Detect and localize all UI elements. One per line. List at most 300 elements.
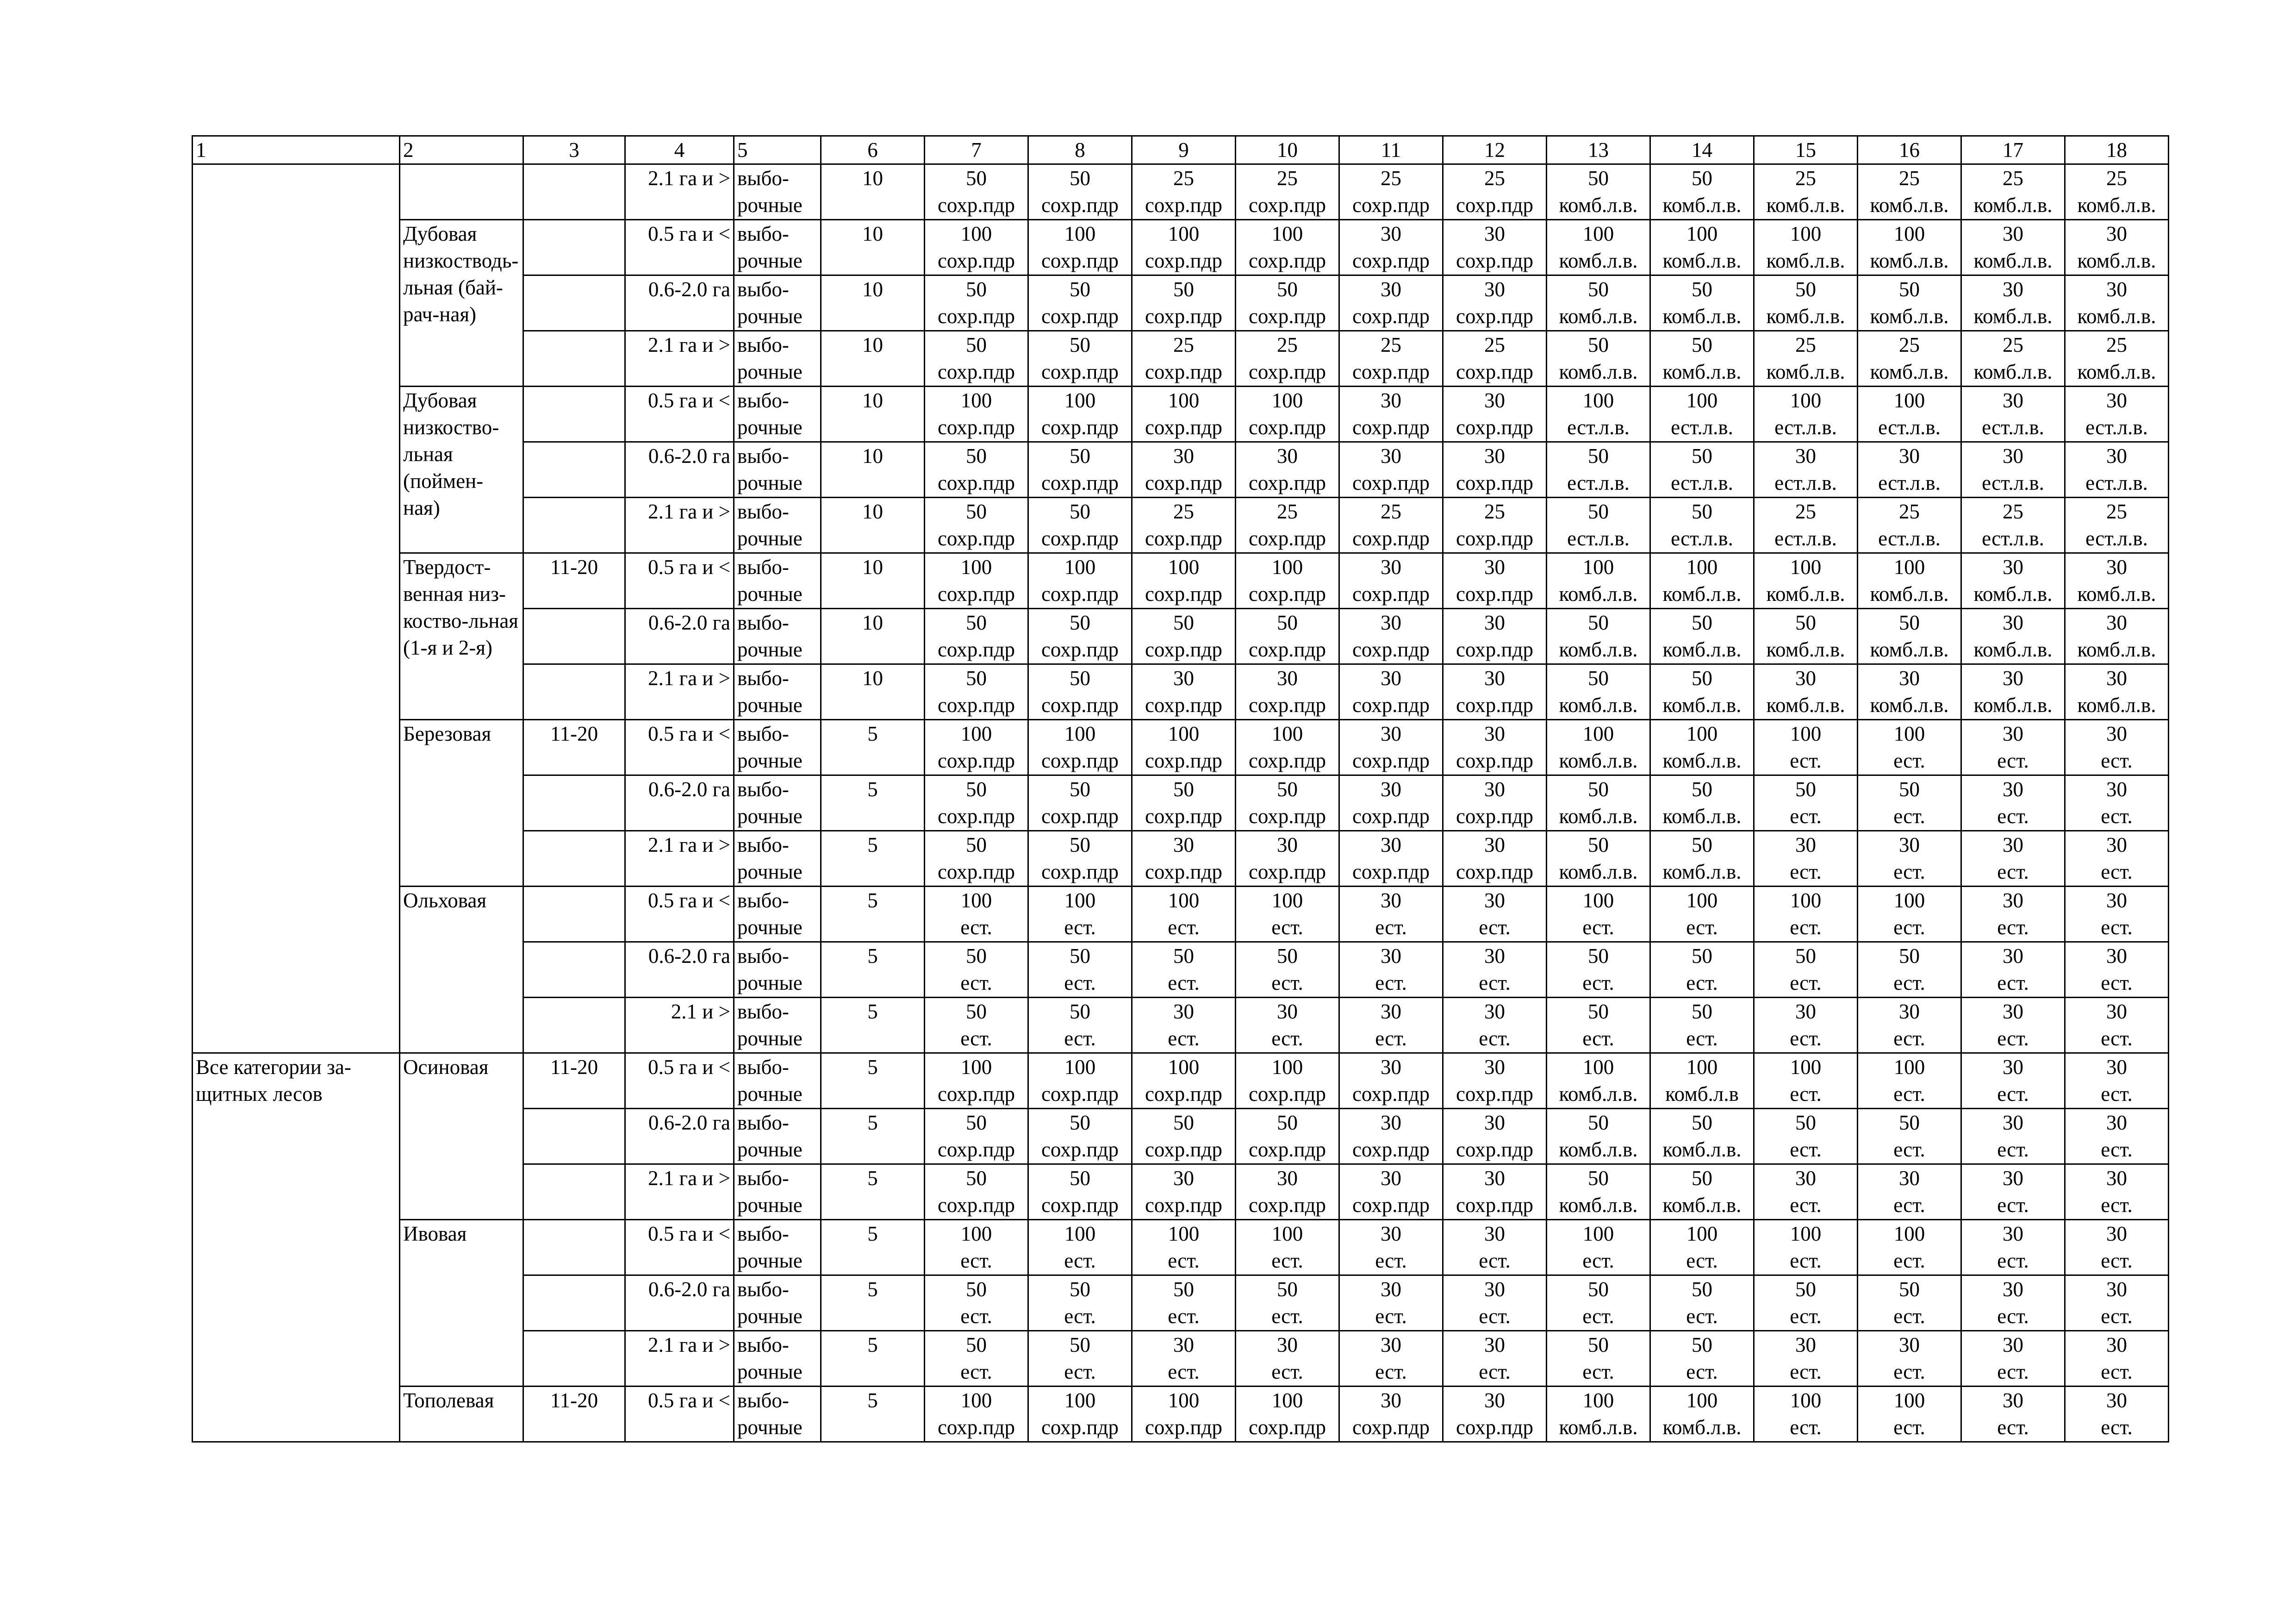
cell-method: сохр.пдр	[1456, 305, 1534, 328]
cell-percent: 25	[2106, 167, 2127, 190]
cell-method: сохр.пдр	[937, 582, 1015, 606]
cell-method: сохр.пдр	[937, 360, 1015, 383]
cell-method: сохр.пдр	[1041, 1138, 1119, 1161]
cell-method: ест.л.в.	[1878, 527, 1941, 550]
table-row	[193, 1220, 2169, 1275]
method-cell: выбо-рочные	[734, 609, 821, 664]
cell-method: сохр.пдр	[1352, 805, 1430, 828]
cell-method: ест.	[1375, 916, 1407, 939]
cell-percent: 30	[2003, 444, 2023, 468]
cell-method: сохр.пдр	[937, 1416, 1015, 1439]
cell-method: сохр.пдр	[1145, 1416, 1223, 1439]
cell-percent: 100	[1582, 1056, 1614, 1079]
cell-method: ест.л.в.	[1878, 471, 1941, 494]
cell-method: сохр.пдр	[1248, 805, 1326, 828]
value-cell	[1961, 1331, 2065, 1387]
cell-percent: 30	[1484, 222, 1505, 245]
value-cell	[1236, 942, 1339, 998]
value-cell	[1858, 387, 1961, 442]
cell-percent: 30	[1899, 1000, 1920, 1023]
cell-method: ест.	[1479, 1305, 1511, 1328]
value-cell	[1028, 442, 1132, 498]
value-cell	[1754, 553, 1858, 609]
cell-method: сохр.пдр	[1248, 527, 1326, 550]
cell-percent: 50	[1692, 667, 1712, 690]
header-cell-3: 3	[523, 136, 625, 164]
value-cell	[1339, 164, 1443, 220]
value-cell	[1132, 1109, 1236, 1164]
method-cell: выбо-рочные	[734, 1109, 821, 1164]
value-cell	[1547, 1275, 1650, 1331]
cell-method: ест.	[1997, 749, 2029, 772]
table-row	[193, 164, 2169, 220]
cell-method: ест.	[2101, 1305, 2133, 1328]
cell-percent: 100	[1686, 1389, 1718, 1412]
cell-method: комб.л.в.	[1662, 360, 1742, 383]
cell-method: сохр.пдр	[1248, 360, 1326, 383]
value-cell	[1236, 164, 1339, 220]
cell-method: сохр.пдр	[937, 1082, 1015, 1106]
cell-percent: 50	[1899, 611, 1920, 634]
cell-method: ест.	[1997, 1082, 2029, 1106]
cell-percent: 30	[1381, 1278, 1401, 1301]
cell-method: ест.л.в.	[1671, 471, 1733, 494]
value-cell	[1754, 331, 1858, 387]
cell-method: ест.	[1168, 1249, 1200, 1272]
cell-percent: 30	[1484, 667, 1505, 690]
cell-percent: 30	[1795, 1333, 1816, 1356]
value-cell	[925, 831, 1028, 887]
age-cell	[523, 609, 625, 664]
cell-percent: 100	[1271, 1056, 1303, 1079]
cell-percent: 50	[1173, 944, 1194, 968]
cell-method: сохр.пдр	[1248, 582, 1326, 606]
method-cell: выбо-рочные	[734, 164, 821, 220]
value-cell	[2065, 998, 2169, 1053]
cell-percent: 30	[2106, 222, 2127, 245]
cell-method: ест.	[2101, 1360, 2133, 1383]
value-cell	[2065, 609, 2169, 664]
method-cell: выбо-рочные	[734, 831, 821, 887]
cell-method: ест.	[960, 971, 992, 994]
value-cell	[1443, 664, 1547, 720]
cell-percent: 50	[1277, 1278, 1298, 1301]
value-cell	[1028, 887, 1132, 942]
value-cell	[1028, 1331, 1132, 1387]
col6-cell: 5	[821, 1164, 925, 1220]
table-row	[193, 553, 2169, 609]
value-cell	[1132, 720, 1236, 775]
cell-percent: 30	[2106, 1333, 2127, 1356]
cell-percent: 30	[1484, 1333, 1505, 1356]
value-cell	[1961, 1387, 2065, 1442]
cell-method: сохр.пдр	[1248, 249, 1326, 272]
cell-method: комб.л.в.	[1559, 305, 1638, 328]
cell-method: ест.	[960, 916, 992, 939]
cell-method: комб.л.в.	[1766, 582, 1845, 606]
age-cell: 11-20	[523, 720, 625, 775]
cell-method: сохр.пдр	[1248, 638, 1326, 661]
value-cell	[1650, 1331, 1754, 1387]
value-cell	[1961, 275, 2065, 331]
cell-method: ест.	[1997, 1360, 2029, 1383]
cell-percent: 50	[1173, 1111, 1194, 1134]
age-cell	[523, 998, 625, 1053]
cell-percent: 30	[2106, 389, 2127, 412]
value-cell	[1443, 387, 1547, 442]
value-cell	[1547, 220, 1650, 275]
cell-percent: 100	[1271, 1389, 1303, 1412]
cell-method: ест.л.в.	[1671, 416, 1733, 439]
cell-percent: 25	[1899, 167, 1920, 190]
value-cell	[1650, 942, 1754, 998]
table-row	[193, 887, 2169, 942]
cell-percent: 50	[966, 1000, 987, 1023]
cell-method: сохр.пдр	[1145, 194, 1223, 217]
cell-percent: 30	[1899, 1333, 1920, 1356]
cell-method: сохр.пдр	[1041, 638, 1119, 661]
cell-percent: 100	[1790, 1222, 1822, 1245]
cell-percent: 25	[1173, 167, 1194, 190]
cell-method: комб.л.в.	[1559, 360, 1638, 383]
value-cell	[925, 720, 1028, 775]
value-cell	[1236, 609, 1339, 664]
cell-method: комб.л.в.	[1662, 305, 1742, 328]
cell-percent: 25	[2003, 167, 2023, 190]
value-cell	[1961, 609, 2065, 664]
area-cell: 2.1 га и >	[625, 664, 734, 720]
value-cell	[1339, 1331, 1443, 1387]
value-cell	[1443, 1109, 1547, 1164]
cell-method: сохр.пдр	[937, 194, 1015, 217]
cell-method: сохр.пдр	[1145, 805, 1223, 828]
cell-method: ест.	[1893, 1249, 1925, 1272]
value-cell	[1236, 887, 1339, 942]
value-cell	[1547, 664, 1650, 720]
value-cell	[1754, 1275, 1858, 1331]
cell-percent: 50	[1588, 611, 1609, 634]
value-cell	[1858, 998, 1961, 1053]
header-cell-14: 14	[1650, 136, 1754, 164]
cell-percent: 50	[1277, 1111, 1298, 1134]
cell-method: сохр.пдр	[1041, 749, 1119, 772]
cell-percent: 50	[966, 833, 987, 856]
cell-percent: 50	[1692, 167, 1712, 190]
value-cell	[1339, 720, 1443, 775]
cell-method: ест.	[1271, 1305, 1303, 1328]
cell-method: ест.	[1064, 971, 1096, 994]
value-cell	[1028, 331, 1132, 387]
cell-percent: 30	[1381, 278, 1401, 301]
value-cell	[1754, 442, 1858, 498]
value-cell	[925, 331, 1028, 387]
cell-percent: 100	[1064, 1389, 1096, 1412]
method-cell: выбо-рочные	[734, 1053, 821, 1109]
cell-method: сохр.пдр	[937, 749, 1015, 772]
cell-method: ест.	[2101, 749, 2133, 772]
header-cell-7: 7	[925, 136, 1028, 164]
cell-method: комб.л.в.	[1559, 582, 1638, 606]
value-cell	[1132, 1220, 1236, 1275]
cell-percent: 30	[1484, 1278, 1505, 1301]
value-cell	[1339, 498, 1443, 553]
cell-method: сохр.пдр	[1041, 194, 1119, 217]
age-cell	[523, 887, 625, 942]
value-cell	[1236, 831, 1339, 887]
cell-percent: 30	[1381, 556, 1401, 579]
cell-percent: 50	[1692, 333, 1712, 356]
cell-percent: 100	[1790, 389, 1822, 412]
cell-method: сохр.пдр	[1352, 194, 1430, 217]
cell-percent: 50	[1588, 833, 1609, 856]
table-body	[193, 136, 2169, 1442]
cell-percent: 50	[1795, 611, 1816, 634]
cell-percent: 100	[1168, 389, 1200, 412]
cell-percent: 25	[1381, 333, 1401, 356]
cell-method: ест.	[960, 1249, 992, 1272]
value-cell	[1650, 442, 1754, 498]
value-cell	[1236, 664, 1339, 720]
col6-cell: 5	[821, 998, 925, 1053]
cell-percent: 100	[1790, 556, 1822, 579]
cell-method: сохр.пдр	[1248, 1138, 1326, 1161]
cell-percent: 100	[960, 222, 992, 245]
cell-percent: 100	[1271, 1222, 1303, 1245]
cell-method: сохр.пдр	[1248, 749, 1326, 772]
cell-method: комб.л.в.	[1559, 860, 1638, 883]
cell-percent: 25	[2106, 333, 2127, 356]
cell-percent: 100	[1271, 722, 1303, 745]
cell-method: комб.л.в.	[1870, 582, 1949, 606]
species-cell	[400, 164, 523, 220]
cell-percent: 30	[2003, 833, 2023, 856]
value-cell	[1339, 1053, 1443, 1109]
cell-percent: 50	[1795, 778, 1816, 801]
cell-percent: 100	[1271, 222, 1303, 245]
value-cell	[1028, 1164, 1132, 1220]
cell-method: сохр.пдр	[1145, 527, 1223, 550]
cell-percent: 50	[966, 778, 987, 801]
value-cell	[1547, 1331, 1650, 1387]
cell-percent: 30	[2106, 1222, 2127, 1245]
cell-percent: 30	[1484, 833, 1505, 856]
col6-cell: 10	[821, 664, 925, 720]
cell-method: сохр.пдр	[1041, 249, 1119, 272]
cell-method: комб.л.в.	[2077, 582, 2156, 606]
cell-method: ест.л.в.	[2085, 471, 2148, 494]
area-cell: 0.5 га и <	[625, 887, 734, 942]
area-cell: 0.6-2.0 га	[625, 942, 734, 998]
value-cell	[1547, 609, 1650, 664]
value-cell	[1132, 887, 1236, 942]
value-cell	[1236, 775, 1339, 831]
cell-percent: 100	[1790, 222, 1822, 245]
cell-percent: 100	[1790, 722, 1822, 745]
cell-percent: 50	[1588, 167, 1609, 190]
cell-method: комб.л.в.	[2077, 249, 2156, 272]
value-cell	[1339, 220, 1443, 275]
cell-percent: 25	[1795, 500, 1816, 523]
cell-method: сохр.пдр	[1352, 305, 1430, 328]
cell-method: сохр.пдр	[1041, 1193, 1119, 1217]
col6-cell: 5	[821, 831, 925, 887]
cell-percent: 100	[1790, 1056, 1822, 1079]
header-cell-1: 1	[193, 136, 400, 164]
cell-method: комб.л.в.	[2077, 305, 2156, 328]
value-cell	[1547, 498, 1650, 553]
value-cell	[925, 1331, 1028, 1387]
cell-percent: 30	[1381, 1167, 1401, 1190]
value-cell	[1339, 942, 1443, 998]
area-cell: 2.1 га и >	[625, 498, 734, 553]
value-cell	[1028, 998, 1132, 1053]
cell-method: ест.	[2101, 971, 2133, 994]
value-cell	[1028, 1220, 1132, 1275]
cell-percent: 30	[1484, 1167, 1505, 1190]
cell-percent: 30	[1173, 1333, 1194, 1356]
cell-percent: 30	[1484, 556, 1505, 579]
value-cell	[1236, 553, 1339, 609]
value-cell	[1858, 609, 1961, 664]
cell-method: ест.	[1479, 1360, 1511, 1383]
cell-percent: 100	[1168, 556, 1200, 579]
cell-method: ест.л.в.	[1671, 527, 1733, 550]
cell-method: ест.л.в.	[1982, 416, 2044, 439]
cell-method: ест.	[1790, 1416, 1822, 1439]
value-cell	[1236, 998, 1339, 1053]
cell-method: ест.	[1790, 749, 1822, 772]
cell-percent: 50	[966, 500, 987, 523]
cell-percent: 30	[2106, 722, 2127, 745]
col6-cell: 5	[821, 1387, 925, 1442]
cell-method: ест.	[1168, 1360, 1200, 1383]
cell-percent: 50	[1070, 1000, 1090, 1023]
value-cell	[1858, 887, 1961, 942]
cell-percent: 50	[1070, 1333, 1090, 1356]
cell-percent: 30	[1899, 833, 1920, 856]
cell-method: ест.	[1790, 1249, 1822, 1272]
value-cell	[1132, 609, 1236, 664]
cell-percent: 50	[1588, 944, 1609, 968]
cell-percent: 30	[1381, 1056, 1401, 1079]
value-cell	[1961, 998, 2065, 1053]
value-cell	[1443, 220, 1547, 275]
cell-percent: 30	[2106, 1056, 2127, 1079]
value-cell	[1339, 1164, 1443, 1220]
value-cell	[925, 1164, 1028, 1220]
cell-method: сохр.пдр	[1352, 638, 1430, 661]
cell-method: ест.	[1375, 1305, 1407, 1328]
value-cell	[1754, 720, 1858, 775]
cell-method: ест.	[1375, 1360, 1407, 1383]
cell-method: ест.	[1375, 1249, 1407, 1272]
value-cell	[1858, 1164, 1961, 1220]
area-cell: 0.5 га и <	[625, 1220, 734, 1275]
cell-method: сохр.пдр	[1041, 1082, 1119, 1106]
cell-percent: 50	[1588, 667, 1609, 690]
value-cell	[1236, 720, 1339, 775]
value-cell	[1443, 775, 1547, 831]
cell-method: сохр.пдр	[1041, 805, 1119, 828]
value-cell	[1961, 664, 2065, 720]
value-cell	[1754, 1109, 1858, 1164]
cell-percent: 50	[1173, 278, 1194, 301]
value-cell	[925, 498, 1028, 553]
value-cell	[1650, 887, 1754, 942]
value-cell	[1754, 831, 1858, 887]
value-cell	[925, 664, 1028, 720]
cell-percent: 30	[2106, 1000, 2127, 1023]
col6-cell: 10	[821, 220, 925, 275]
value-cell	[1236, 1387, 1339, 1442]
cell-percent: 50	[966, 278, 987, 301]
cell-percent: 25	[1899, 500, 1920, 523]
value-cell	[2065, 1331, 2169, 1387]
area-cell: 0.6-2.0 га	[625, 775, 734, 831]
value-cell	[1443, 942, 1547, 998]
value-cell	[1650, 1053, 1754, 1109]
value-cell	[1650, 1109, 1754, 1164]
value-cell	[1858, 1331, 1961, 1387]
cell-percent: 30	[1277, 1333, 1298, 1356]
method-cell: выбо-рочные	[734, 498, 821, 553]
cell-percent: 50	[966, 333, 987, 356]
value-cell	[1132, 387, 1236, 442]
cell-percent: 30	[2003, 889, 2023, 912]
cell-percent: 50	[1899, 278, 1920, 301]
value-cell	[1443, 498, 1547, 553]
cell-percent: 100	[1893, 889, 1925, 912]
value-cell	[1339, 831, 1443, 887]
cell-percent: 100	[1064, 722, 1096, 745]
value-cell	[1754, 387, 1858, 442]
header-cell-16: 16	[1858, 136, 1961, 164]
value-cell	[1443, 1164, 1547, 1220]
age-cell: 11-20	[523, 1387, 625, 1442]
cell-method: ест.	[1168, 916, 1200, 939]
cell-percent: 50	[966, 1111, 987, 1134]
value-cell	[1961, 164, 2065, 220]
cell-percent: 25	[2003, 333, 2023, 356]
value-cell	[1547, 1164, 1650, 1220]
cell-method: комб.л.в.	[1662, 194, 1742, 217]
cell-percent: 100	[1168, 222, 1200, 245]
cell-percent: 30	[1277, 1000, 1298, 1023]
cell-percent: 25	[2003, 500, 2023, 523]
cell-method: сохр.пдр	[937, 860, 1015, 883]
value-cell	[1961, 1053, 2065, 1109]
area-cell: 0.5 га и <	[625, 1387, 734, 1442]
cell-method: сохр.пдр	[1145, 249, 1223, 272]
cell-percent: 30	[2106, 278, 2127, 301]
area-cell: 2.1 га и >	[625, 831, 734, 887]
col6-cell: 5	[821, 1275, 925, 1331]
cell-percent: 100	[960, 1056, 992, 1079]
cell-percent: 50	[1277, 778, 1298, 801]
cell-method: ест.л.в.	[1567, 471, 1630, 494]
value-cell	[1650, 609, 1754, 664]
cell-method: ест.	[1997, 1249, 2029, 1272]
cell-method: ест.	[1790, 1193, 1822, 1217]
header-cell-8: 8	[1028, 136, 1132, 164]
value-cell	[1650, 220, 1754, 275]
cell-method: ест.	[1893, 805, 1925, 828]
col6-cell: 10	[821, 387, 925, 442]
cell-method: сохр.пдр	[1248, 194, 1326, 217]
cell-percent: 50	[1173, 611, 1194, 634]
cell-percent: 30	[1484, 1111, 1505, 1134]
value-cell	[1028, 664, 1132, 720]
